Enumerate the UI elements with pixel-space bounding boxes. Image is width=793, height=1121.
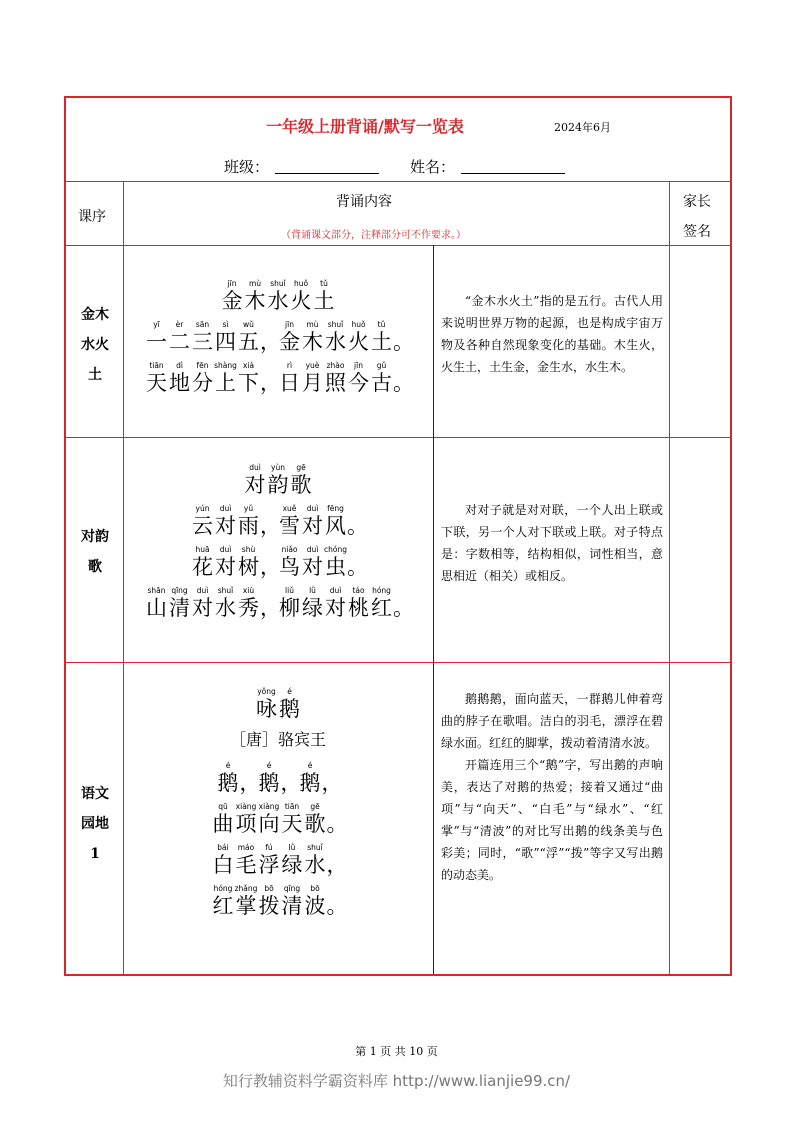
pinyin: jīn: [285, 320, 294, 329]
hanzi: 天: [281, 812, 303, 836]
pinyin: gē: [296, 463, 306, 472]
character: [237, 319, 260, 354]
poem-line: [124, 462, 432, 497]
hanzi: 鹅: [258, 771, 280, 795]
hanzi: 一: [146, 330, 167, 354]
hanzi: 歌: [304, 812, 326, 836]
hanzi: 对: [325, 596, 346, 620]
pinyin: shàng: [214, 361, 237, 370]
row-divider: [66, 437, 730, 438]
hanzi: 土: [313, 289, 335, 313]
character: [214, 360, 237, 395]
lesson-1-line: 金木: [81, 307, 109, 323]
character: [347, 319, 370, 354]
character: [290, 462, 313, 497]
pinyin: mù: [248, 279, 262, 288]
hanzi: ，: [260, 371, 281, 395]
hanzi: 曲: [212, 812, 234, 836]
poem-line: [124, 544, 432, 579]
character: [191, 503, 214, 538]
hanzi: 对: [192, 596, 213, 620]
pinyin: chóng: [324, 545, 347, 554]
hanzi: 鹅: [299, 771, 321, 795]
hanzi: 金: [279, 330, 300, 354]
lesson-3-line: 语文: [81, 786, 109, 802]
pinyin: shù: [241, 545, 256, 554]
note-3: [441, 688, 663, 886]
pinyin: é: [307, 761, 313, 770]
pinyin: táo: [352, 586, 365, 595]
character: [168, 319, 191, 354]
pinyin: shān: [147, 586, 166, 595]
punctuation: [321, 760, 343, 795]
pinyin: shuǐ: [327, 320, 344, 329]
pinyin: xiàng: [258, 802, 280, 811]
header-content: 背诵内容: [336, 194, 392, 210]
pinyin: é: [225, 761, 231, 770]
name-field[interactable]: [410, 156, 565, 177]
hanzi: ，: [239, 771, 261, 795]
character: [212, 801, 235, 836]
col-divider: [669, 181, 670, 974]
pinyin: fēn: [196, 361, 209, 370]
pinyin: fú: [265, 843, 273, 852]
poem-line: [124, 278, 432, 313]
pinyin: dì: [176, 361, 183, 370]
pinyin: zhào: [326, 361, 345, 370]
character: [214, 503, 237, 538]
character: [278, 319, 301, 354]
character: [313, 278, 336, 313]
character: [301, 503, 324, 538]
punctuation: [280, 760, 302, 795]
hanzi: 对: [244, 473, 266, 497]
poem-line: [124, 760, 432, 795]
pinyin: huǒ: [293, 279, 309, 288]
pinyin: liǔ: [285, 586, 294, 595]
lesson-1-line: 土: [88, 367, 102, 383]
poem-jin-mu-shui-huo-tu: [124, 278, 432, 401]
pinyin: fēng: [327, 504, 344, 513]
pinyin: gǔ: [376, 361, 387, 370]
poem-line: [124, 883, 432, 918]
pinyin: sì: [222, 320, 229, 329]
hanzi: ，: [280, 771, 302, 795]
poem-title: [124, 686, 432, 721]
hanzi: 雨: [238, 514, 259, 538]
character: [278, 585, 301, 620]
hanzi: 拨: [258, 894, 280, 918]
pinyin: èr: [175, 320, 184, 329]
pinyin: qīng: [283, 884, 301, 893]
hanzi: 。: [326, 894, 348, 918]
hanzi: 鹅: [217, 771, 239, 795]
pinyin: tǔ: [320, 279, 328, 288]
hanzi: 天: [146, 371, 167, 395]
pinyin: tiān: [149, 361, 164, 370]
pinyin: duì: [196, 586, 209, 595]
character: [214, 319, 237, 354]
pinyin: xià: [242, 361, 255, 370]
poem-line: [124, 503, 432, 538]
character: [168, 585, 191, 620]
pinyin: huā: [195, 545, 210, 554]
hanzi: 掌: [235, 894, 257, 918]
character: [324, 360, 347, 395]
hanzi: 对: [215, 555, 236, 579]
character: [237, 360, 260, 395]
lesson-2: [70, 522, 120, 582]
hanzi: 。: [326, 812, 348, 836]
character: [278, 686, 301, 721]
pinyin: é: [266, 761, 272, 770]
pinyin: duì: [219, 504, 232, 513]
poem-line: [124, 842, 432, 877]
poem-author: ［唐］骆宾王: [229, 730, 326, 749]
lesson-2-line: 对韵: [81, 529, 109, 545]
pinyin: xiù: [242, 586, 255, 595]
hanzi: 。: [393, 596, 414, 620]
pinyin: lǜ: [288, 843, 296, 852]
hanzi: 鸟: [279, 555, 300, 579]
watermark: 知行教辅资料学霸资料库 http://www.lianjie99.cn/: [222, 1072, 571, 1090]
hanzi: 云: [192, 514, 213, 538]
character: [258, 801, 281, 836]
header-sign-2: 签名: [683, 224, 711, 240]
pinyin: qīng: [171, 586, 188, 595]
pinyin: shuǐ: [217, 586, 234, 595]
character: [191, 319, 214, 354]
punctuation: [326, 842, 348, 877]
character: [370, 360, 393, 395]
hanzi: 金: [221, 289, 243, 313]
hanzi: 水: [215, 596, 236, 620]
character: [237, 544, 260, 579]
character: [278, 544, 301, 579]
note-paragraph: 开篇连用三个“鹅”字，写出鹅的声响美，表达了对鹅的热爱；接着又通过“曲项”与“向天”、“白毛”与“绿水”、“红掌”与“清波”的对比写出鹅的线条美与色彩美；同时，“歌”“浮”“拨”等字又写出鹅的动态美。: [441, 758, 663, 882]
character: [301, 585, 324, 620]
hanzi: 绿: [281, 853, 303, 877]
character: [324, 585, 347, 620]
punctuation: [260, 319, 281, 354]
hanzi: 白: [212, 853, 234, 877]
hanzi: 绿: [302, 596, 323, 620]
hanzi: 对: [215, 514, 236, 538]
pinyin: wǔ: [243, 320, 254, 329]
pinyin: jīn: [227, 279, 237, 288]
header-sign-1: 家长: [683, 194, 711, 210]
hanzi: 木: [302, 330, 323, 354]
lesson-3-line: 1: [90, 846, 100, 862]
row-divider: [66, 662, 730, 663]
hanzi: 风: [325, 514, 346, 538]
poem-line: [124, 585, 432, 620]
hanzi: 二: [169, 330, 190, 354]
pinyin: bō: [310, 884, 320, 893]
hanzi: 项: [235, 812, 257, 836]
header-content-note: （背诵课文部分，注释部分可不作要求。）: [281, 230, 466, 241]
pinyin: yùn: [271, 463, 285, 472]
hanzi: 土: [371, 330, 392, 354]
pinyin: jīn: [354, 361, 363, 370]
hanzi: 雪: [279, 514, 300, 538]
character: [301, 319, 324, 354]
punctuation: [260, 585, 281, 620]
hanzi: 下: [238, 371, 259, 395]
date: 2024年6月: [554, 121, 611, 134]
character: [212, 883, 235, 918]
pinyin: xuě: [282, 504, 297, 513]
pinyin: rì: [286, 361, 293, 370]
character: [235, 883, 258, 918]
character: [370, 319, 393, 354]
hanzi: 火: [290, 289, 312, 313]
character: [168, 360, 191, 395]
hanzi: 古: [371, 371, 392, 395]
hanzi: ，: [321, 771, 343, 795]
pinyin: máo: [237, 843, 255, 852]
hanzi: 红: [212, 894, 234, 918]
pinyin: yǒng: [257, 687, 276, 696]
lesson-2-line: 歌: [88, 559, 102, 575]
character: [191, 360, 214, 395]
note-paragraph: 鹅鹅鹅，面向蓝天，一群鹅儿伸着弯曲的脖子在歌唱。洁白的羽毛，漂浮在碧绿水面。红红的脚掌，拨动着清清水波。: [441, 692, 663, 750]
pinyin: yuè: [305, 361, 320, 370]
character: [258, 883, 281, 918]
class-label: 班级：: [224, 158, 270, 176]
hanzi: 浮: [258, 853, 280, 877]
character: [324, 544, 347, 579]
pinyin: sān: [195, 320, 210, 329]
character: [191, 544, 214, 579]
poem-line: [124, 360, 432, 395]
note-1: [441, 290, 663, 378]
hanzi: 。: [393, 330, 414, 354]
character: [237, 585, 260, 620]
character: [244, 462, 267, 497]
hanzi: 虫: [325, 555, 346, 579]
character: [267, 462, 290, 497]
hanzi: 五: [238, 330, 259, 354]
hanzi: 三: [192, 330, 213, 354]
character: [281, 801, 304, 836]
hanzi: 照: [325, 371, 346, 395]
hanzi: 向: [258, 812, 280, 836]
hanzi: 月: [302, 371, 323, 395]
page-footer: 第 1 页 共 10 页: [355, 1045, 438, 1058]
content-note-divider: [433, 245, 434, 974]
hanzi: 柳: [279, 596, 300, 620]
punctuation: [326, 883, 348, 918]
pinyin: xiàng: [235, 802, 257, 811]
hanzi: 清: [281, 894, 303, 918]
lesson-3-line: 园地: [81, 816, 109, 832]
hanzi: 对: [302, 555, 323, 579]
hanzi: 木: [244, 289, 266, 313]
pinyin: é: [287, 687, 292, 696]
pinyin: duì: [249, 463, 261, 472]
character: [278, 360, 301, 395]
pinyin: niǎo: [281, 545, 298, 554]
pinyin: duì: [306, 545, 319, 554]
hanzi: 韵: [267, 473, 289, 497]
pinyin: hóng: [372, 586, 391, 595]
poem-dui-yun-ge: [124, 462, 432, 626]
character: [235, 842, 258, 877]
pinyin: mù: [306, 320, 319, 329]
lesson-3: [70, 779, 120, 869]
pinyin: zhǎng: [234, 884, 258, 893]
character: [145, 360, 168, 395]
character: [267, 278, 290, 313]
pinyin: bō: [264, 884, 274, 893]
hanzi: 歌: [290, 473, 312, 497]
poem-yong-e: [124, 686, 432, 924]
pinyin: shuǐ: [270, 279, 286, 288]
hanzi: 鹅: [279, 697, 300, 721]
character: [244, 278, 267, 313]
character: [145, 585, 168, 620]
hanzi: 四: [215, 330, 236, 354]
class-field[interactable]: [224, 156, 379, 177]
punctuation: [347, 503, 368, 538]
character: [217, 760, 240, 795]
pinyin: bái: [217, 843, 229, 852]
pinyin: duì: [306, 504, 319, 513]
character: [221, 278, 244, 313]
character: [299, 760, 322, 795]
character: [237, 503, 260, 538]
character: [281, 883, 304, 918]
hanzi: 。: [347, 514, 368, 538]
hanzi: 地: [169, 371, 190, 395]
row-divider: [66, 245, 730, 246]
character: [370, 585, 393, 620]
punctuation: [393, 319, 414, 354]
pinyin: yǔ: [243, 504, 254, 513]
hanzi: 。: [347, 555, 368, 579]
pinyin: duì: [329, 586, 342, 595]
character: [304, 883, 327, 918]
row-divider: [66, 181, 730, 182]
note-paragraph: “金木水火土”指的是五行。古代人用来说明世界万物的起源，也是构成宇宙万物及各种自然现象变化的基础。木生火，火生土，土生金，金生水，水生木。: [441, 294, 663, 374]
hanzi: 水: [325, 330, 346, 354]
character: [214, 544, 237, 579]
note-paragraph: 对对子就是对对联，一个人出上联或下联，另一个人对下联或上联。对子特点是：字数相等，结构相似，词性相当，意思相近（相关）或相反。: [441, 503, 663, 583]
hanzi: 水: [267, 289, 289, 313]
hanzi: 对: [302, 514, 323, 538]
hanzi: 桃: [348, 596, 369, 620]
hanzi: 树: [238, 555, 259, 579]
punctuation: [326, 801, 348, 836]
pinyin: yún: [195, 504, 210, 513]
pinyin: qū: [218, 802, 228, 811]
hanzi: 红: [371, 596, 392, 620]
hanzi: 山: [146, 596, 167, 620]
character: [301, 360, 324, 395]
character: [191, 585, 214, 620]
hanzi: 分: [192, 371, 213, 395]
character: [258, 760, 281, 795]
class-blank[interactable]: [275, 159, 379, 174]
hanzi: ，: [326, 853, 348, 877]
recitation-table: [64, 96, 732, 976]
pinyin: tǔ: [377, 320, 386, 329]
character: [278, 503, 301, 538]
hanzi: 上: [215, 371, 236, 395]
page-title: 一年级上册背诵/默写一览表: [266, 117, 464, 136]
character: [347, 360, 370, 395]
hanzi: 今: [348, 371, 369, 395]
punctuation: [260, 544, 281, 579]
hanzi: 清: [169, 596, 190, 620]
character: [281, 842, 304, 877]
name-label: 姓名：: [410, 158, 456, 176]
hanzi: ，: [260, 514, 281, 538]
character: [304, 801, 327, 836]
character: [255, 686, 278, 721]
character: [347, 585, 370, 620]
character: [324, 503, 347, 538]
pinyin: huǒ: [351, 320, 366, 329]
punctuation: [260, 503, 281, 538]
name-blank[interactable]: [461, 159, 565, 174]
hanzi: 火: [348, 330, 369, 354]
pinyin: hóng: [213, 884, 233, 893]
lesson-1-line: 水火: [81, 337, 109, 353]
header-lesson: 课序: [78, 209, 106, 225]
character: [212, 842, 235, 877]
hanzi: ，: [260, 330, 281, 354]
hanzi: ，: [260, 596, 281, 620]
hanzi: 花: [192, 555, 213, 579]
character: [258, 842, 281, 877]
character: [214, 585, 237, 620]
punctuation: [260, 360, 281, 395]
hanzi: 咏: [256, 697, 277, 721]
character: [304, 842, 327, 877]
hanzi: 秀: [238, 596, 259, 620]
pinyin: tiān: [284, 802, 300, 811]
character: [145, 319, 168, 354]
pinyin: yī: [153, 320, 160, 329]
punctuation: [393, 360, 414, 395]
pinyin: gē: [310, 802, 320, 811]
character: [290, 278, 313, 313]
pinyin: lǜ: [309, 586, 316, 595]
hanzi: ，: [260, 555, 281, 579]
punctuation: [393, 585, 414, 620]
pinyin: shuǐ: [307, 843, 323, 852]
character: [324, 319, 347, 354]
character: [235, 801, 258, 836]
character: [301, 544, 324, 579]
hanzi: 水: [304, 853, 326, 877]
lesson-1: [70, 300, 120, 390]
punctuation: [239, 760, 261, 795]
pinyin: duì: [219, 545, 232, 554]
poem-line: [124, 801, 432, 836]
poem-line: [124, 319, 432, 354]
note-2: [441, 499, 663, 587]
hanzi: 。: [393, 371, 414, 395]
hanzi: 毛: [235, 853, 257, 877]
hanzi: 日: [279, 371, 300, 395]
hanzi: 波: [304, 894, 326, 918]
punctuation: [347, 544, 368, 579]
